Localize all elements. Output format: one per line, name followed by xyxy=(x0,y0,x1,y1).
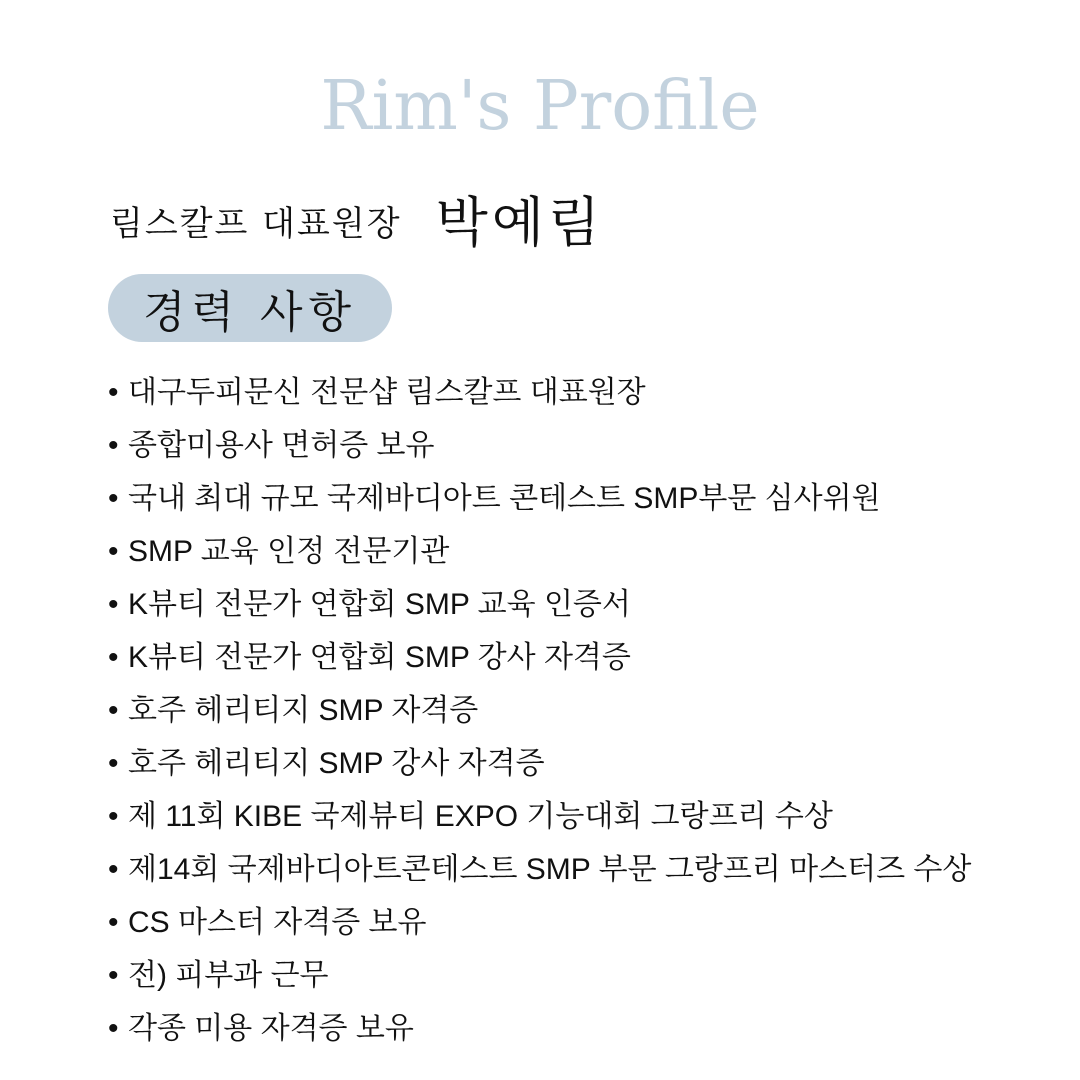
bullet-icon: • xyxy=(108,376,119,409)
bullet-icon: • xyxy=(108,747,119,780)
bullet-icon: • xyxy=(108,588,119,621)
career-item-text: K뷰티 전문가 연합회 SMP 강사 자격증 xyxy=(128,641,631,674)
list-item xyxy=(108,790,971,843)
career-item-text: 대구두피문신 전문샵 림스칼프 대표원장 xyxy=(128,376,646,409)
career-item-text: 호주 헤리티지 SMP 자격증 xyxy=(128,694,479,727)
list-item xyxy=(108,366,971,419)
bullet-icon: • xyxy=(108,429,119,462)
bullet-icon: • xyxy=(108,853,119,886)
career-item-text: CS 마스터 자격증 보유 xyxy=(128,906,427,939)
career-list xyxy=(108,366,971,1055)
list-item xyxy=(108,684,971,737)
career-item-text: SMP 교육 인정 전문기관 xyxy=(128,535,450,568)
career-item-text: 전) 피부과 근무 xyxy=(128,959,329,992)
career-item-text: 각종 미용 자격증 보유 xyxy=(128,1012,414,1045)
list-item xyxy=(108,578,971,631)
list-item xyxy=(108,949,971,1002)
role-label: 림스칼프 대표원장 xyxy=(110,203,402,244)
career-item-text: 제14회 국제바디아트콘테스트 SMP 부문 그랑프리 마스터즈 수상 xyxy=(128,853,972,886)
career-item-text: K뷰티 전문가 연합회 SMP 교육 인증서 xyxy=(128,588,631,621)
person-name: 박예림 xyxy=(435,190,605,254)
list-item xyxy=(108,472,971,525)
page-title: Rim's Profile xyxy=(320,67,760,146)
list-item xyxy=(108,631,971,684)
bullet-icon: • xyxy=(108,800,119,833)
list-item xyxy=(108,1002,971,1055)
career-section-heading: 경력 사항 xyxy=(108,274,392,342)
career-item-text: 제 11회 KIBE 국제뷰티 EXPO 기능대회 그랑프리 수상 xyxy=(128,800,833,833)
list-item xyxy=(108,737,971,790)
bullet-icon: • xyxy=(108,694,119,727)
bullet-icon: • xyxy=(108,482,119,515)
list-item xyxy=(108,419,971,472)
bullet-icon: • xyxy=(108,906,119,939)
list-item xyxy=(108,525,971,578)
list-item xyxy=(108,896,971,949)
bullet-icon: • xyxy=(108,535,119,568)
career-item-text: 종합미용사 면허증 보유 xyxy=(128,429,435,462)
career-item-text: 호주 헤리티지 SMP 강사 자격증 xyxy=(128,747,545,780)
bullet-icon: • xyxy=(108,641,119,674)
bullet-icon: • xyxy=(108,1012,119,1045)
bullet-icon: • xyxy=(108,959,119,992)
career-item-text: 국내 최대 규모 국제바디아트 콘테스트 SMP부문 심사위원 xyxy=(128,482,881,515)
list-item xyxy=(108,843,971,896)
name-row xyxy=(110,183,604,253)
